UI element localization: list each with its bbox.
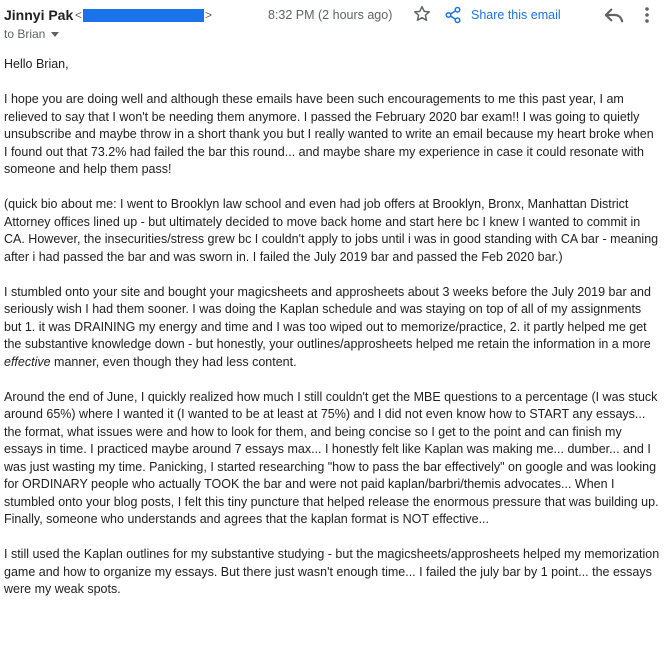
email-paragraph-3 xyxy=(4,284,660,372)
email-paragraph-4: Around the end of June, I quickly realized how much I still couldn't get the MBE questions to a percentage (I was stuck around 65%) where I wanted it (I wanted to be at least at 75%) and I did not even know how to START any essays... the format, what issues were and how to look for them, and being concise so I get to the point and can finish my essays in time. I practiced maybe around 7 essays max... I honestly felt like Kaplan was making me... dumber... and I was just wasting my time. Panicking, I started researching "how to pass the bar effectively" on google and was looking for ORDINARY people who actually TOOK the bar and were not paid kaplan/barbri/themis advocates... When I stumbled onto your blog posts, I felt this tiny puncture that helped release the enormous pressure that was building up. Finally, someone who understands and agrees that the kaplan format is NOT effective... xyxy=(4,389,659,526)
paragraph-3-text-b: manner, even though they had less content. xyxy=(50,354,297,369)
email-timestamp: 8:32 PM (2 hours ago) xyxy=(268,8,393,22)
sender-name[interactable]: Jinnyi Pak xyxy=(4,7,74,23)
star-outline-icon[interactable] xyxy=(412,4,432,24)
email-paragraph-1: I hope you are doing well and although these emails have been such encouragements to me this past year, I am relieved to say that I won't be needing them anymore. I passed the February 2020 bar exam!! I was going to quietly unsubscribe and maybe throw in a short thank you but I really wanted to write an email because my heart broke when I found out that 73.2% had failed the bar this round... and maybe share my experience in case it could resonate with someone and help them pass! xyxy=(4,92,654,176)
email-body xyxy=(4,56,660,616)
recipient-dropdown[interactable] xyxy=(4,27,59,41)
chevron-down-icon xyxy=(51,32,59,37)
email-paragraph-2: (quick bio about me: I went to Brooklyn law school and even had job offers at Brooklyn, Bronx, Manhattan District Attorney offices lined up - but ultimately decided to move back home and start here bc I knew I wanted to commit in CA. However, the insecurities/stress grew bc I couldn't apply to jobs until i was in good standing with CA bar - meaning after i had passed the bar and was sworn in. I failed the July 2019 bar and passed the Feb 2020 bar.) xyxy=(4,197,659,264)
share-email-link[interactable]: Share this email xyxy=(471,8,561,22)
share-icon[interactable] xyxy=(444,6,462,24)
sender-email-open-bracket: < xyxy=(75,8,83,22)
recipient-label: to Brian xyxy=(4,27,46,41)
reply-arrow-icon[interactable] xyxy=(603,6,625,24)
email-header xyxy=(0,0,665,50)
sender-email[interactable] xyxy=(75,8,212,22)
redacted-email-bar xyxy=(83,9,204,22)
paragraph-3-text-a: I stumbled onto your site and bought your magicsheets and approsheets about 3 weeks before the July 2019 bar and seriously wish I had them sooner. I was doing the Kaplan schedule and was staying on top of all of my assignments but 1. it was DRAINING my energy and time and I was too wiped out to memorize/practice, 2. it partly helped me get the substantive knowledge down - but honestly, your outlines/approsheets helped me retain the information in a more xyxy=(4,284,651,351)
email-paragraph-5: I still used the Kaplan outlines for my substantive studying - but the magicsheets/approsheets helped my memorization game and how to organize my essays. But there just wasn't enough time... I failed the july bar by 1 point... the essays were my weak spots. xyxy=(4,547,660,596)
email-greeting: Hello Brian, xyxy=(4,57,69,71)
paragraph-3-emphasis: effective xyxy=(4,354,51,369)
more-vertical-icon[interactable] xyxy=(640,5,654,25)
sender-email-close-bracket: > xyxy=(205,8,213,22)
